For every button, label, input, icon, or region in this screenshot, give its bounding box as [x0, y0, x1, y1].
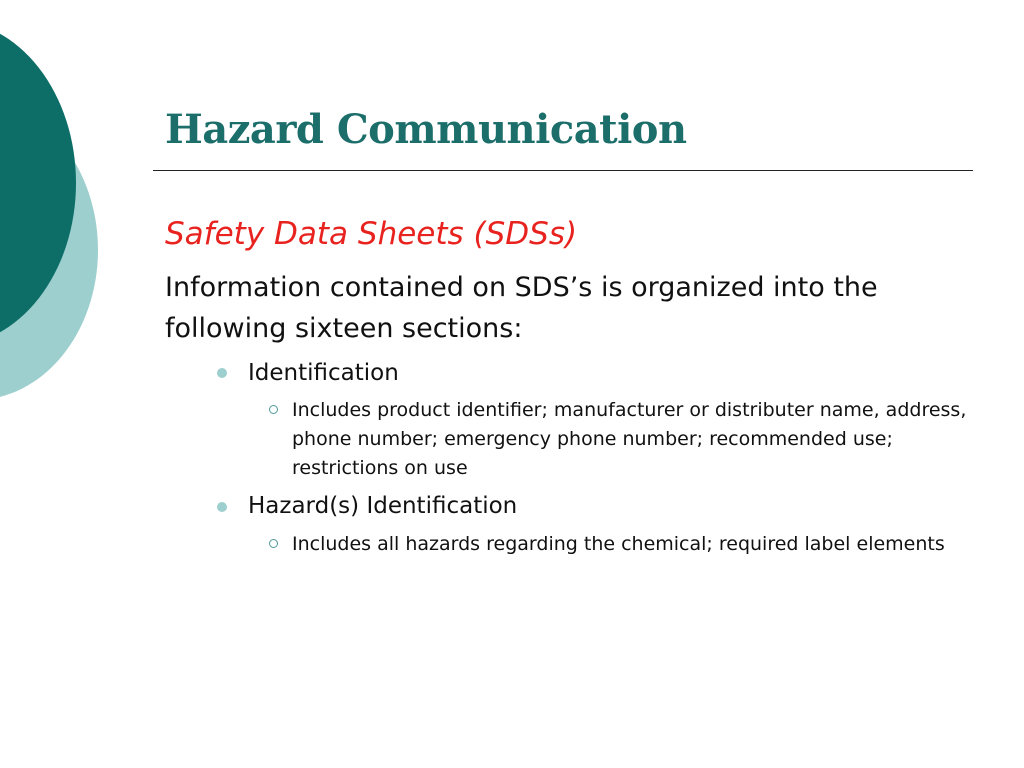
bullet-ring-icon [269, 539, 278, 548]
bullet-ring-icon [269, 405, 278, 414]
slide-subtitle: Safety Data Sheets (SDSs) [165, 216, 578, 252]
bullet-dot-icon [217, 502, 227, 512]
title-divider [153, 170, 973, 171]
section-detail-hazard-identification: Includes all hazards regarding the chemical; required label elements [292, 533, 945, 555]
section-detail-identification: Includes product identifier; manufacturer or distributer name, address, phone number; emergency phone number; recommended use; restrictions on use [292, 399, 967, 479]
intro-paragraph: Information contained on SDS’s is organized into the following sixteen sections: [165, 272, 878, 344]
bullet-dot-icon [217, 368, 227, 378]
slide-title: Hazard Communication [165, 106, 687, 153]
section-heading-identification: Identification [248, 360, 399, 386]
section-heading-hazard-identification: Hazard(s) Identification [248, 493, 518, 519]
